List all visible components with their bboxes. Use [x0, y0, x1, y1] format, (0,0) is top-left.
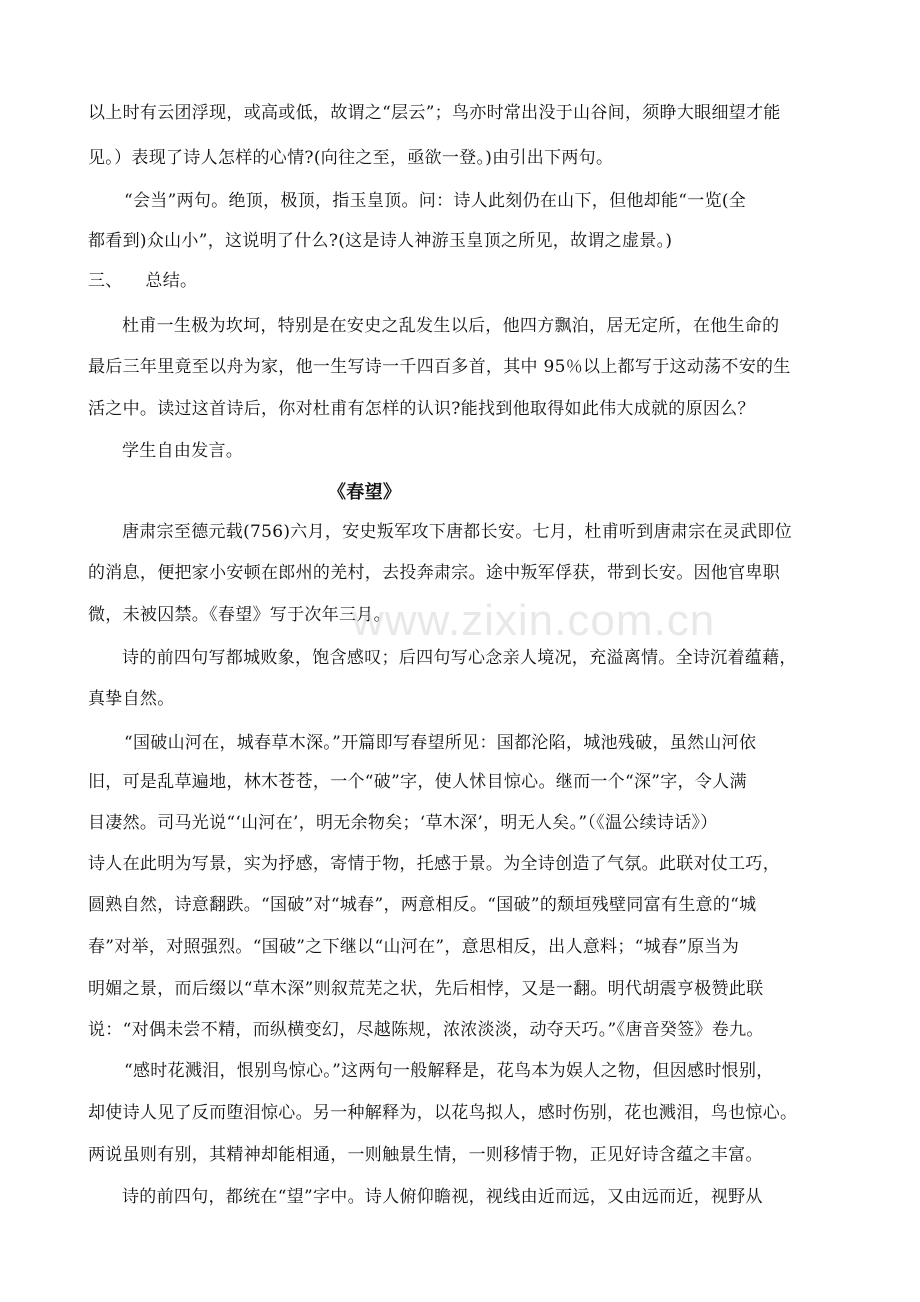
poem-title: 《春望》	[328, 482, 402, 503]
text-line: 明媚之景，而后缀以“草木深”则叙荒芜之状，先后相悖，又是一翻。明代胡震亨极赞此联	[88, 979, 764, 999]
text-line: 真挚自然。	[88, 689, 175, 709]
text-line: 两说虽则有别，其精神却能相通，一则触景生情，一则移情于物，正见好诗含蕴之丰富。	[88, 1145, 763, 1165]
text-line: 杜甫一生极为坎坷，特别是在安史之乱发生以后，他四方飘泊，居无定所，在他生命的	[122, 316, 780, 336]
text-line: 见。）表现了诗人怎样的心情?(向往之至，亟欲一登。)由引出下两句。	[88, 148, 614, 168]
text-line: 诗的前四句写都城败象，饱含感叹；后四句写心念亲人境况，充溢离情。全诗沉着蕴藉，	[122, 648, 797, 668]
text-line: 以上时有云团浮现，或高或低，故谓之“层云”；鸟亦时常出没于山谷间，须睁大眼细望才能	[88, 103, 781, 123]
text-line: 目凄然。司马光说“‘山河在’，明无余物矣；‘草木深’，明无人矣。”（《温公续诗话》）	[88, 813, 718, 833]
text-line: 的消息，便把家小安顿在郎州的羌村，去投奔肃宗。途中叛军俘获，带到长安。因他官卑职	[88, 563, 780, 583]
text-line: 旧，可是乱草遍地，林木苍苍，一个“破”字，使人怵目惊心。继而一个“深”字，令人满	[88, 772, 747, 792]
text-line: 微，未被囚禁。《春望》写于次年三月。	[88, 605, 391, 625]
section-heading: 三、 总结。	[88, 271, 198, 291]
text-line: 都看到)众山小”，这说明了什么?(这是诗人神游玉皇顶之所见，故谓之虚景。)	[88, 231, 673, 251]
text-line: “国破山河在，城春草木深。”开篇即写春望所见：国都沦陷，城池残破，虽然山河依	[124, 733, 757, 753]
text-line: 春”对举，对照强烈。“国破”之下继以“山河在”，意思相反，出人意料；“城春”原当为	[88, 937, 740, 957]
text-line: 唐肃宗至德元载(756)六月，安史叛军攻下唐都长安。七月，杜甫听到唐肃宗在灵武即位	[122, 522, 793, 542]
text-line: 圆熟自然，诗意翻跌。“国破”对“城春”，两意相反。“国破”的颓垣残壁同富有生意的“城	[88, 895, 757, 915]
text-line: “感时花溅泪，恨别鸟惊心。”这两句一般解释是，花鸟本为娱人之物，但因感时恨别，	[124, 1061, 774, 1081]
text-line: 活之中。读过这首诗后，你对杜甫有怎样的认识?能找到他取得如此伟大成就的原因么？	[88, 399, 755, 419]
text-line: 诗人在此明为写景，实为抒感，寄情于物，托感于景。为全诗创造了气氛。此联对仗工巧，	[88, 854, 780, 874]
text-line: 学生自由发言。	[122, 441, 244, 461]
watermark: www.zixin.com.cn	[352, 596, 716, 645]
text-line: 最后三年里竟至以舟为家，他一生写诗一千四百多首，其中 95％以上都写于这动荡不安的生	[88, 357, 791, 377]
text-line: “会当”两句。绝顶，极顶，指玉皇顶。问：诗人此刻仍在山下，但他却能“一览(全	[124, 191, 747, 211]
text-line: 却使诗人见了反而堕泪惊心。另一种解释为，以花鸟拟人，感时伤别，花也溅泪，鸟也惊心。	[88, 1103, 798, 1123]
text-line: 诗的前四句，都统在“望”字中。诗人俯仰瞻视，视线由近而远，又由远而近，视野从	[122, 1187, 763, 1207]
text-line: 说：“对偶未尝不精，而纵横变幻，尽越陈规，浓浓淡淡，动夺天巧。”《唐音癸签》卷九。	[88, 1020, 764, 1040]
